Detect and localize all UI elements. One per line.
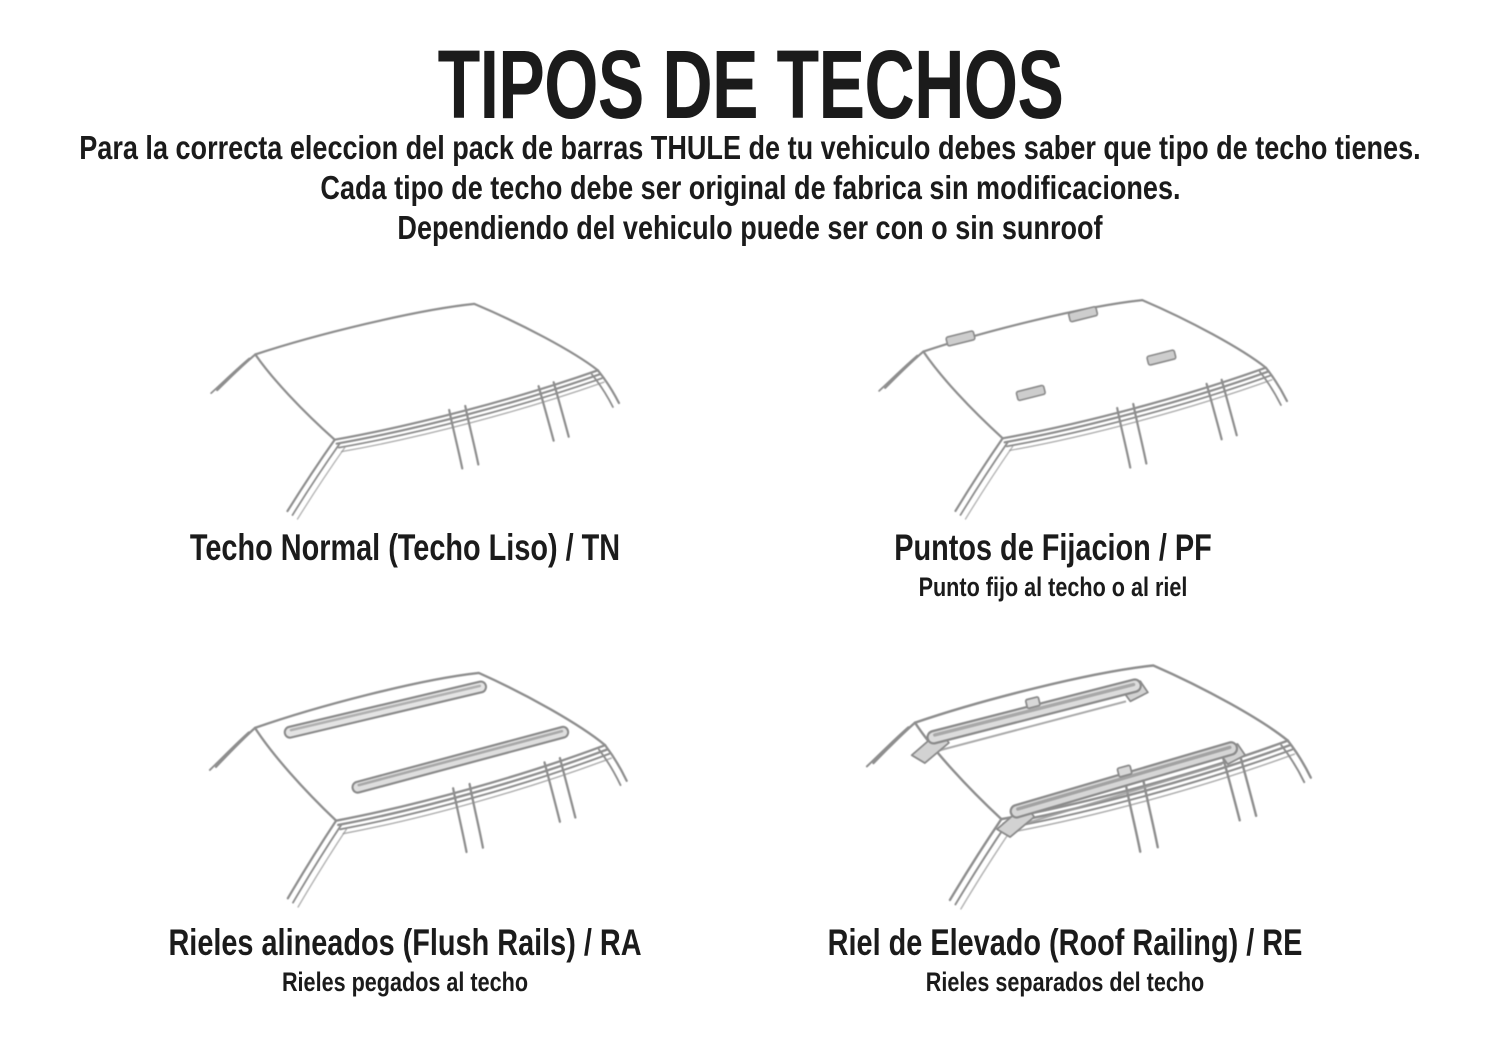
roof-type-label: Rieles alineados (Flush Rails) / RA	[168, 922, 642, 963]
page-title: TIPOS DE TECHOS	[437, 30, 1063, 140]
roof-type-label: Puntos de Fijacion / PF	[894, 527, 1212, 568]
roof-fixpoints-illustration	[848, 288, 1300, 520]
intro-line: Para la correcta eleccion del pack de barras THULE de tu vehiculo debes saber que tipo de techo tienes.	[79, 129, 1421, 166]
roof-type-card-tn	[130, 527, 680, 569]
intro-line: Dependiendo del vehiculo puede ser con o sin sunroof	[397, 209, 1103, 246]
roof-flush-rails-illustration	[178, 660, 640, 908]
intro-text	[0, 128, 1500, 248]
roof-type-card-re	[790, 922, 1340, 998]
intro-line: Cada tipo de techo debe ser original de fabrica sin modificaciones.	[319, 169, 1181, 206]
roof-type-sublabel: Rieles pegados al techo	[281, 967, 529, 997]
roof-type-sublabel: Rieles separados del techo	[925, 967, 1205, 997]
roof-type-card-ra	[130, 922, 680, 998]
roof-type-card-pf	[778, 527, 1328, 603]
roof-type-label: Techo Normal (Techo Liso) / TN	[189, 527, 621, 568]
roof-normal-illustration	[180, 292, 632, 520]
roof-raised-rails-illustration	[833, 652, 1325, 910]
roof-type-label: Riel de Elevado (Roof Railing) / RE	[827, 922, 1303, 963]
roof-type-sublabel: Punto fijo al techo o al riel	[918, 572, 1188, 602]
